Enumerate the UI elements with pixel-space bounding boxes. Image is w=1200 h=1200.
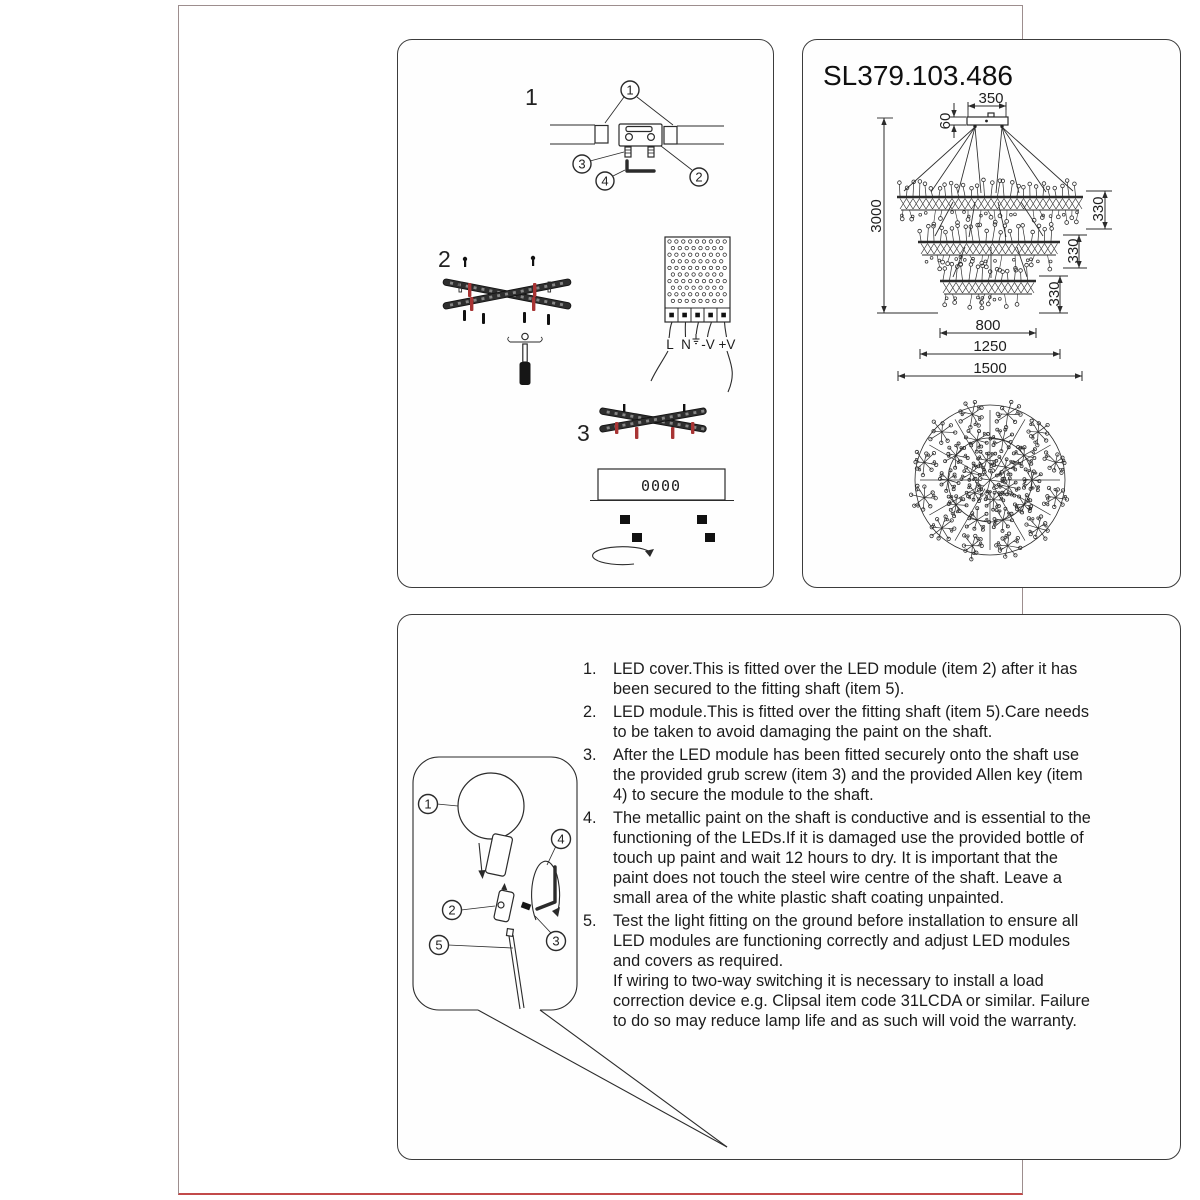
rotate-arrow-icon bbox=[593, 547, 654, 565]
instruction-list bbox=[583, 659, 1095, 1034]
item-text: After the LED module has been fitted securely onto the shaft use the provided grub screw (item 3) and the provided Allen key (item 4) to secure the module to the shaft. bbox=[613, 746, 1083, 804]
dim-tier1-height: 330 bbox=[1090, 196, 1107, 222]
dim-tier3-height: 330 bbox=[1046, 281, 1063, 307]
tier3-drawing bbox=[940, 262, 1036, 309]
item-number: 1. bbox=[583, 660, 597, 678]
part-callout-5 bbox=[430, 936, 449, 955]
step-1-label: 1 bbox=[525, 84, 538, 110]
assembly-panel bbox=[397, 39, 774, 588]
dim-tier3-width: 800 bbox=[975, 317, 1001, 334]
driver-display: 0000 bbox=[640, 477, 682, 495]
svg-text:5: 5 bbox=[435, 937, 443, 953]
svg-text:2: 2 bbox=[695, 169, 703, 185]
led-module-cross-step2 bbox=[443, 256, 572, 325]
step-3-label: 3 bbox=[577, 420, 590, 446]
instructions-panel bbox=[397, 614, 1181, 1160]
fitting-shaft-icon bbox=[506, 929, 524, 1009]
allen-key-icon bbox=[627, 161, 654, 171]
step-2-label: 2 bbox=[438, 246, 451, 272]
callout-2-badge bbox=[690, 168, 708, 186]
terminal-neutral-label: N bbox=[681, 337, 691, 352]
fitting-tool-icon bbox=[508, 333, 543, 385]
svg-text:3: 3 bbox=[552, 933, 560, 949]
callout-4-badge bbox=[596, 172, 614, 190]
instruction-item-4 bbox=[583, 808, 1095, 908]
callout-3-badge bbox=[573, 155, 591, 173]
item-text: LED cover.This is fitted over the LED module (item 2) after it has been secured to the fitting shaft (item 5). bbox=[613, 660, 1078, 698]
item-text: LED module.This is fitted over the fitting shaft (item 5).Care needs to be taken to avoid damaging the paint on the shaft. bbox=[613, 703, 1089, 741]
instruction-item-1 bbox=[583, 659, 1095, 699]
dim-tier1-width: 1500 bbox=[973, 360, 1007, 377]
item-text: Test the light fitting on the ground before installation to ensure all LED modules are functioning correctly and adjust LED modules and covers as required. bbox=[613, 912, 1079, 970]
led-driver-terminal-block bbox=[651, 237, 735, 392]
svg-text:4: 4 bbox=[601, 173, 609, 189]
callout-1-badge bbox=[621, 81, 639, 99]
instruction-item-2 bbox=[583, 702, 1095, 742]
instruction-item-3 bbox=[583, 745, 1095, 805]
item-text: The metallic paint on the shaft is conductive and is essential to the functioning of the LEDs.If it is damaged use the provided bottle of touch up paint and wait 12 hours to dry. It is important that the paint does not touch the steel wire centre of the shaft. Leave a small area of the white plastic shaft coating unpainted. bbox=[613, 809, 1091, 907]
assembly-diagram-svg bbox=[398, 40, 773, 587]
dim-tier2-height: 330 bbox=[1065, 238, 1082, 264]
grub-screw-icon bbox=[625, 147, 654, 157]
led-module-cross-step3 bbox=[599, 404, 706, 439]
page-frame bbox=[178, 5, 1107, 1195]
svg-text:4: 4 bbox=[557, 831, 565, 847]
dimension-drawing-svg bbox=[803, 40, 1180, 587]
part-callout-3 bbox=[547, 932, 566, 951]
down-arrow-icon bbox=[478, 843, 485, 879]
item-number: 4. bbox=[583, 809, 597, 827]
terminal-negv-label: -V bbox=[701, 337, 715, 352]
dim-overall-height: 3000 bbox=[868, 199, 885, 233]
dim-tier2-width: 1250 bbox=[973, 338, 1007, 355]
dimensions-panel bbox=[802, 39, 1181, 588]
part-callout-2 bbox=[443, 901, 462, 920]
svg-text:1: 1 bbox=[626, 82, 634, 98]
led-module-icon bbox=[494, 883, 515, 922]
grub-screw-icon bbox=[521, 902, 532, 911]
svg-text:1: 1 bbox=[424, 796, 432, 812]
svg-text:2: 2 bbox=[448, 902, 456, 918]
tier1-drawing bbox=[897, 178, 1083, 227]
tier2-drawing bbox=[918, 223, 1060, 272]
terminal-live-label: L bbox=[666, 337, 674, 352]
item-text: If wiring to two-way switching it is necessary to install a load correction device e.g. Clipsal item code 31LCDA or similar. Failure to do so may reduce lamp life and as such will void the warranty. bbox=[613, 972, 1090, 1030]
led-cover-icon bbox=[458, 773, 524, 877]
allen-key-icon bbox=[537, 867, 555, 909]
product-code: SL379.103.486 bbox=[823, 60, 1013, 91]
instruction-item-5 bbox=[583, 911, 1095, 1031]
canopy-drawing bbox=[967, 113, 1008, 128]
svg-text:3: 3 bbox=[578, 156, 586, 172]
chandelier-top-view bbox=[909, 400, 1068, 561]
driver-box-diagram bbox=[590, 469, 734, 565]
item-number: 3. bbox=[583, 746, 597, 764]
earth-ground-icon bbox=[693, 334, 700, 344]
dim-canopy-width: 350 bbox=[978, 90, 1004, 107]
part-callout-4 bbox=[552, 830, 571, 849]
item-number: 2. bbox=[583, 703, 597, 721]
dim-canopy-height: 60 bbox=[937, 112, 954, 130]
item-number: 5. bbox=[583, 912, 597, 930]
terminal-posv-label: +V bbox=[718, 337, 736, 352]
part-callout-1 bbox=[419, 795, 438, 814]
